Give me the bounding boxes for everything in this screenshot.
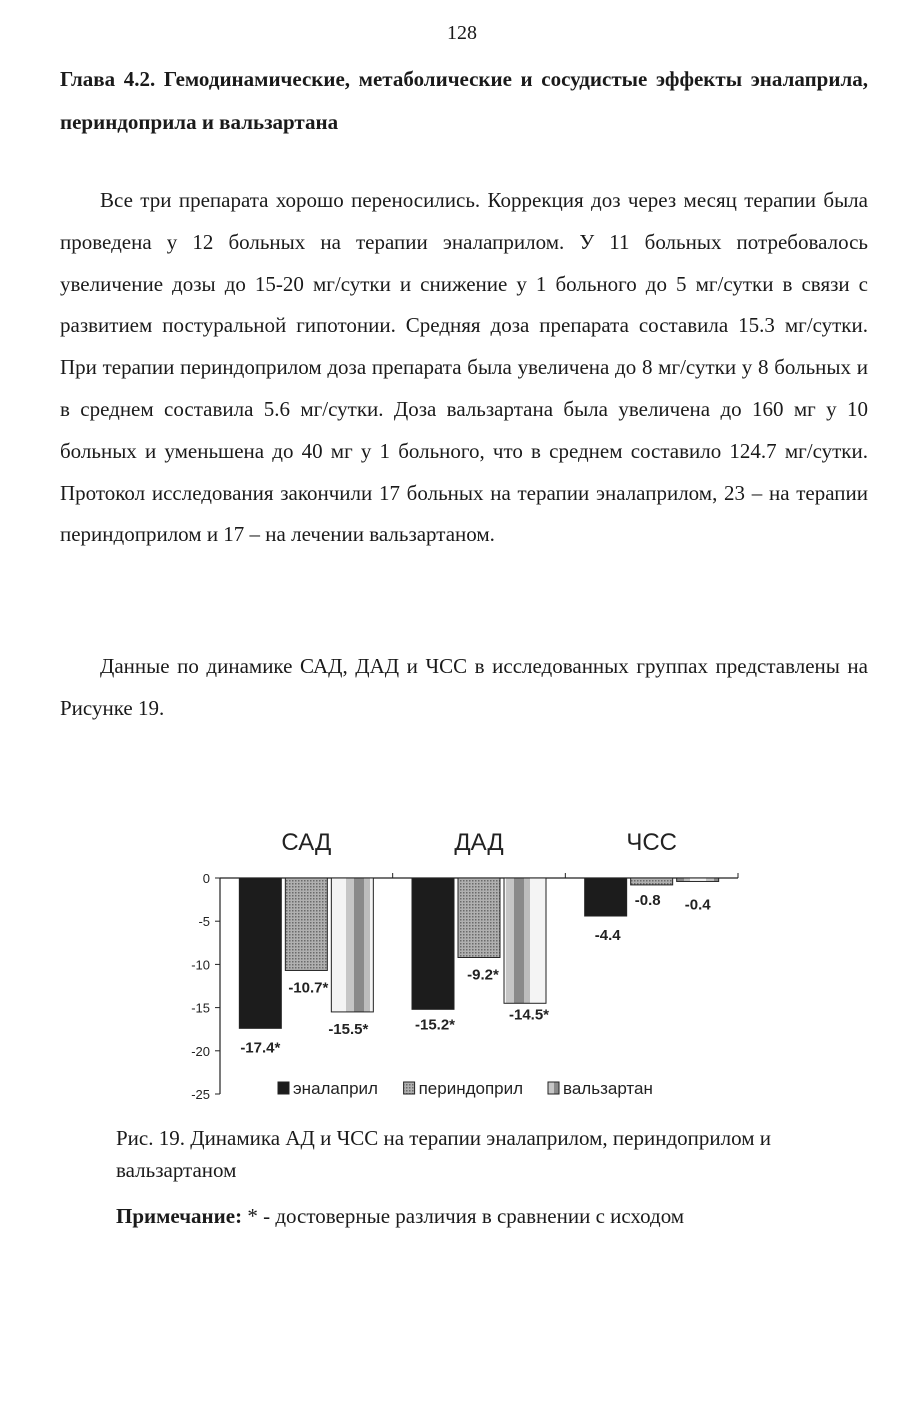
bar-chart xyxy=(160,820,760,1120)
note-label: Примечание: xyxy=(116,1204,243,1228)
bar-вальзартан xyxy=(331,878,373,1012)
bar-эналаприл xyxy=(239,878,281,1028)
bar-периндоприл xyxy=(285,878,327,970)
y-tick-label: -10 xyxy=(191,957,210,973)
bar-вальзартан xyxy=(504,878,546,1003)
note-text: * - достоверные различия в сравнении с исходом xyxy=(242,1204,685,1228)
y-tick-label: -25 xyxy=(191,1087,210,1102)
y-tick-label: 0 xyxy=(202,871,210,886)
bar-периндоприл xyxy=(458,878,500,957)
y-tick-label: -5 xyxy=(198,914,210,930)
body-paragraph: Все три препарата хорошо переносились. Коррекция доз через месяц терапии была проведена у 12 больных на терапии эналаприлом. У 11 больных потребовалось увеличение дозы до 15-20 мг/сутки и снижение у 1 больного до 5 мг/сутки в связи с развитием постуральной гипотонии. Средняя доза препарата составила 15.3 мг/сутки. При терапии периндоприлом доза препарата была увеличена до 8 мг/сутки у 8 больных и в среднем составила 5.6 мг/сутки. Доза вальзартана была увеличена до 160 мг у 10 больных и уменьшена до 40 мг у 1 больного, что в среднем составило 124.7 мг/сутки. Протокол исследования закончили 17 больных на терапии эналаприлом, 23 – на терапии периндоприлом и 17 – на лечении вальзартаном. xyxy=(60,188,868,547)
legend-swatch-вальзартан xyxy=(548,1082,559,1094)
data-label: -0.4 xyxy=(684,896,711,914)
legend-label: периндоприл xyxy=(418,1079,524,1098)
body-paragraph: Данные по динамике САД, ДАД и ЧСС в исследованных группах представлены на Рисунке 19. xyxy=(60,654,868,720)
data-label: -15.5* xyxy=(328,1020,369,1038)
data-label: -17.4* xyxy=(240,1039,281,1057)
bar-периндоприл xyxy=(631,878,673,885)
legend-swatch-эналаприл xyxy=(278,1082,289,1094)
category-label: САД xyxy=(281,829,332,856)
bar-эналаприл xyxy=(585,878,627,916)
data-label: -0.8 xyxy=(634,891,661,909)
bar-эналаприл xyxy=(412,878,454,1009)
bar-вальзартан xyxy=(677,878,719,881)
data-label: -10.7* xyxy=(288,979,329,997)
figure-note xyxy=(116,1200,876,1232)
data-label: -15.2* xyxy=(414,1016,456,1034)
y-tick-label: -20 xyxy=(191,1043,210,1059)
data-label: -4.4 xyxy=(594,927,621,945)
y-tick-label: -15 xyxy=(191,1000,210,1016)
category-label: ЧСС xyxy=(626,829,678,856)
data-label: -9.2* xyxy=(467,966,499,984)
figure-caption: Рис. 19. Динамика АД и ЧСС на терапии эналаприлом, периндоприлом и вальзартаном xyxy=(116,1126,771,1182)
legend-swatch-периндоприл xyxy=(404,1082,415,1094)
category-label: ДАД xyxy=(454,829,504,856)
chapter-heading: Глава 4.2. Гемодинамические, метаболические и сосудистые эффекты эналаприла, периндоприла и вальзартана xyxy=(60,67,868,134)
legend-label: эналаприл xyxy=(293,1079,378,1098)
page-number: 128 xyxy=(447,22,477,44)
data-label: -14.5* xyxy=(508,1006,550,1024)
legend-label: вальзартан xyxy=(563,1079,653,1098)
